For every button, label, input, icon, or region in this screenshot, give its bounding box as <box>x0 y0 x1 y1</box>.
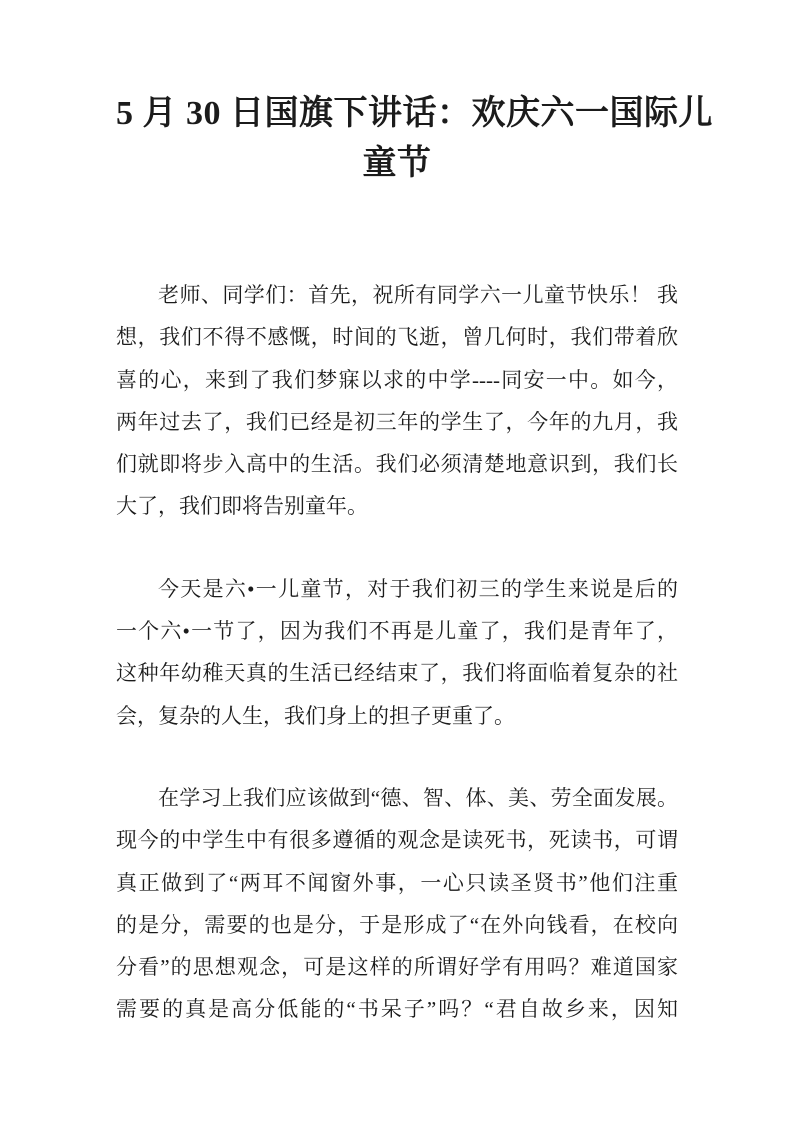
document-body <box>116 274 678 1031</box>
text-line: 分看”的思想观念，可是这样的所谓好学有用吗？难道国家 <box>116 955 678 980</box>
text-line: 在学习上我们应该做到“德、智、体、美、劳全面发展。 <box>158 785 678 810</box>
text-line: 这种年幼稚天真的生活已经结束了，我们将面临着复杂的社 <box>116 661 678 686</box>
document-content <box>116 0 713 1031</box>
text-line: 今天是六•一儿童节，对于我们初三的学生来说是后的 <box>158 576 678 601</box>
text-line: 一个六•一节了，因为我们不再是儿童了，我们是青年了， <box>116 619 678 644</box>
text-line: 两年过去了，我们已经是初三年的学生了，今年的九月，我 <box>116 409 678 434</box>
paragraph-3 <box>116 777 678 1031</box>
title-line-2: 童节 <box>362 145 432 182</box>
text-line: 大了，我们即将告别童年。 <box>116 494 368 519</box>
text-line: 现今的中学生中有很多遵循的观念是读死书，死读书，可谓 <box>116 828 678 853</box>
text-line: 想，我们不得不感慨，时间的飞逝，曾几何时，我们带着欣 <box>116 325 678 350</box>
text-line: 老师、同学们：首先，祝所有同学六一儿童节快乐！ 我 <box>158 283 678 307</box>
text-line: 真正做到了“两耳不闻窗外事，一心只读圣贤书”他们注重 <box>116 870 678 895</box>
document-title <box>116 89 713 189</box>
text-line: 需要的真是高分低能的“书呆子”吗？“君自故乡来，因知 <box>116 997 678 1022</box>
paragraph-2 <box>116 568 678 737</box>
text-line: 喜的心，来到了我们梦寐以求的中学----同安一中。如今， <box>116 367 678 392</box>
text-line: 的是分，需要的也是分，于是形成了“在外向钱看，在校向 <box>116 912 678 937</box>
text-line: 会，复杂的人生，我们身上的担子更重了。 <box>116 703 515 728</box>
title-line-1: 5 月 30 日国旗下讲话：欢庆六一国际儿 <box>116 95 713 132</box>
paragraph-1 <box>116 274 678 528</box>
text-line: 们就即将步入高中的生活。我们必须清楚地意识到，我们长 <box>116 452 678 477</box>
